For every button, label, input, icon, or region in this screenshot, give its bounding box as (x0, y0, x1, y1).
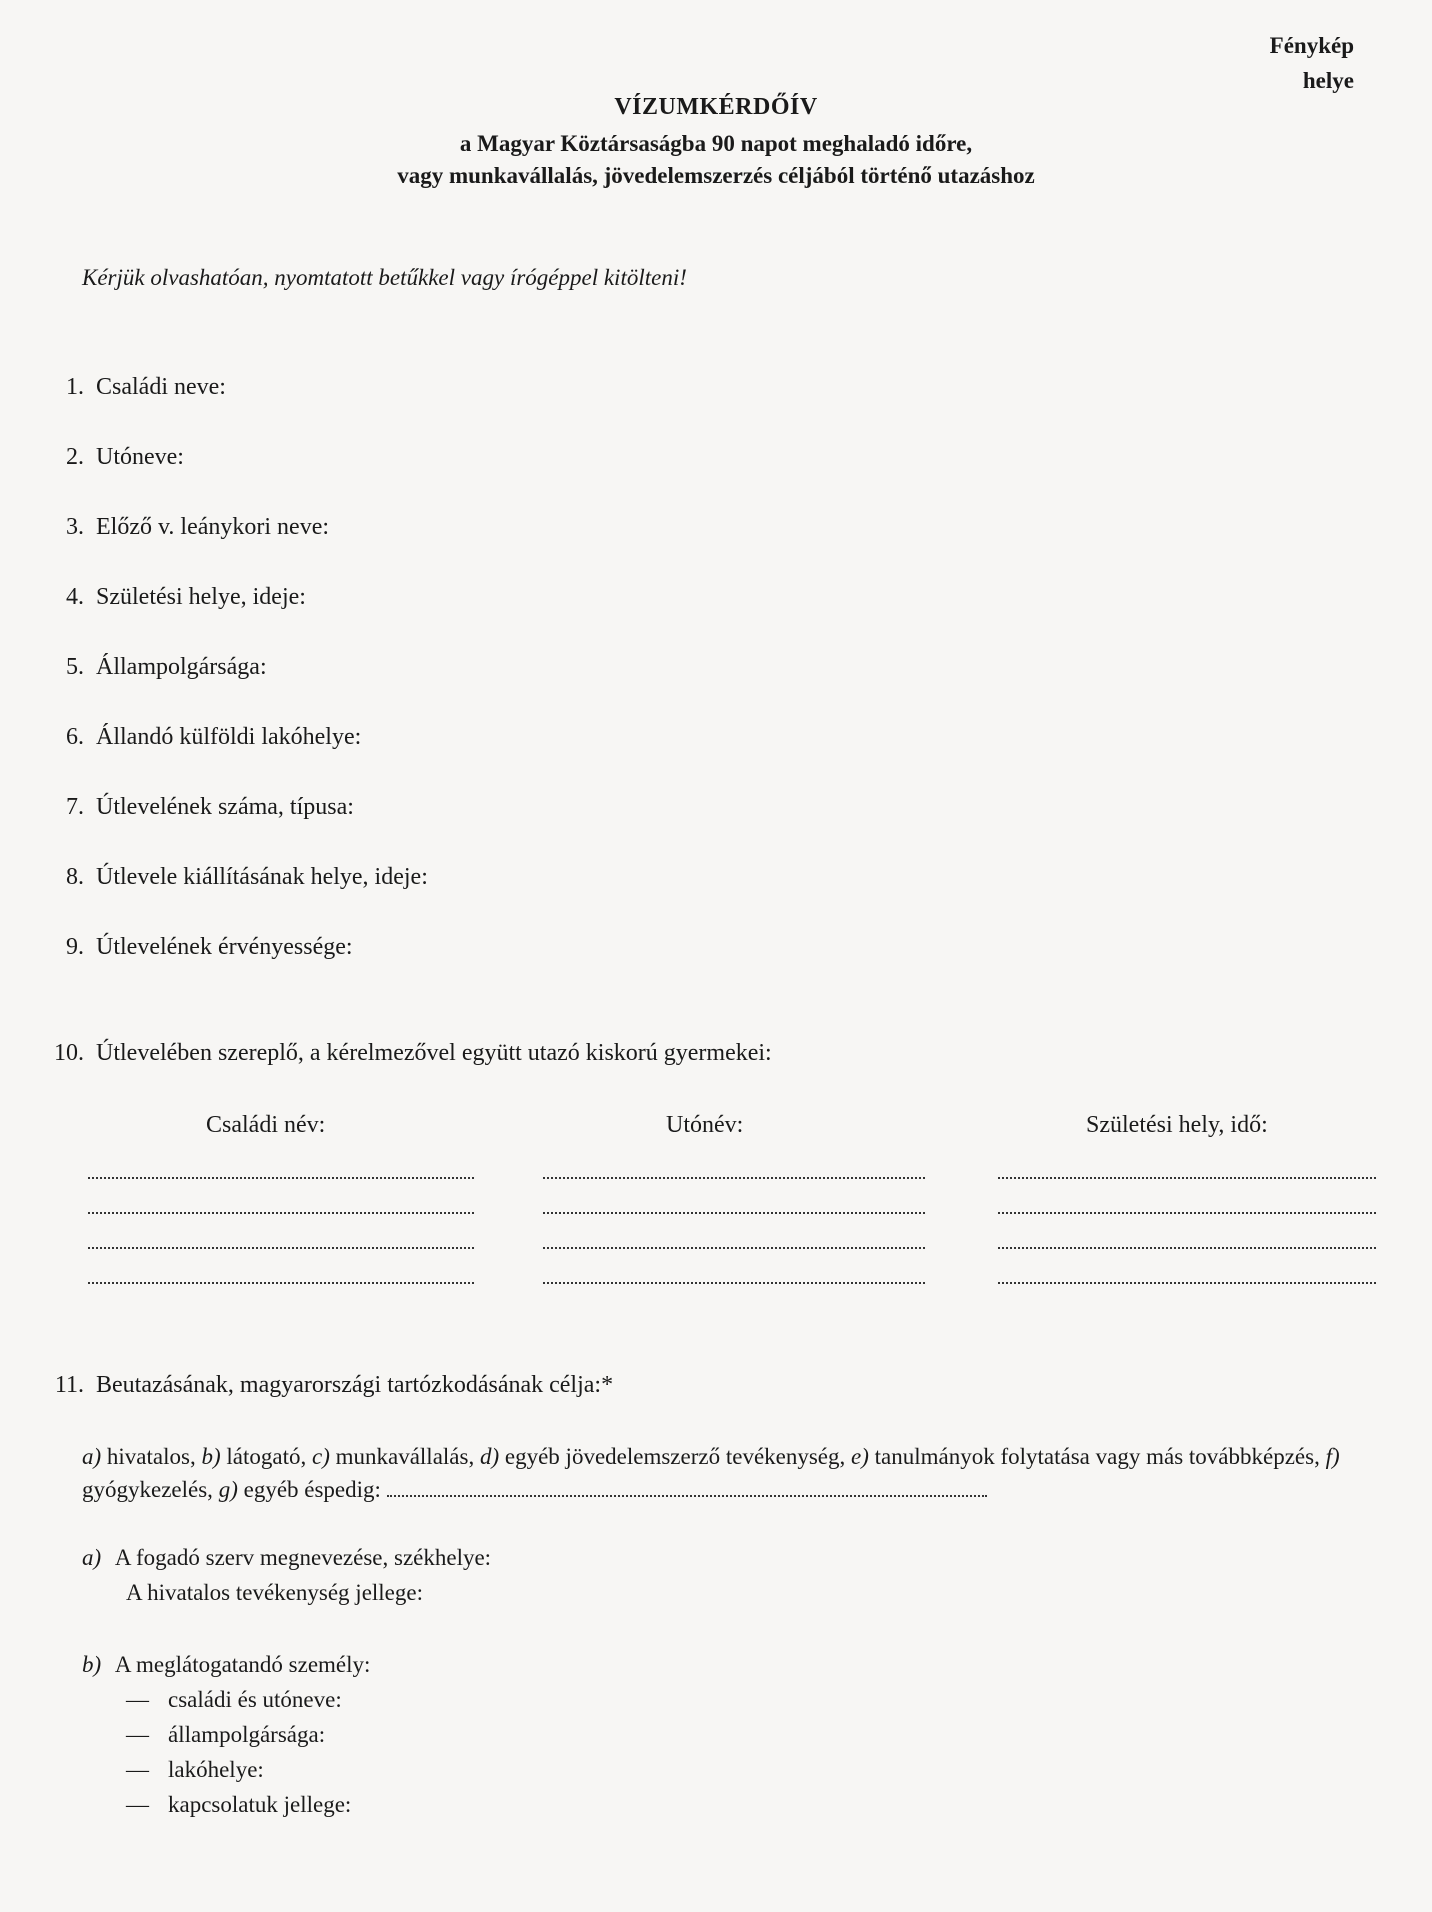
question-label: Útlevelében szereplő, a kérelmezővel együtt utazó kiskorú gyermekei: (96, 1040, 772, 1066)
other-purpose-field[interactable] (387, 1494, 987, 1497)
question-11 (48, 1372, 613, 1399)
photo-label-line1: Fénykép (1269, 33, 1354, 58)
question-number: 2. (66, 444, 84, 470)
question-9[interactable] (48, 934, 353, 961)
option-text-f[interactable]: gyógykezelés, (82, 1477, 219, 1502)
child-family-name-field[interactable] (88, 1247, 474, 1249)
purpose-options (82, 1440, 1382, 1506)
option-text-e[interactable]: tanulmányok folytatása vagy más továbbképzés, (868, 1444, 1326, 1469)
host-organization-label[interactable]: A fogadó szerv megnevezése, székhelye: (114, 1545, 492, 1570)
question-label: Születési helye, ideje: (96, 584, 306, 610)
option-key-a: a) (82, 1444, 102, 1469)
option-text-c[interactable]: munkavállalás, (329, 1444, 480, 1469)
option-text-g[interactable]: egyéb éspedig: (237, 1477, 381, 1502)
option-key-g: g) (218, 1477, 238, 1502)
question-10 (48, 1040, 772, 1067)
photo-placeholder (1270, 28, 1354, 98)
question-label: Családi neve: (96, 374, 226, 400)
question-number: 1. (66, 374, 84, 400)
option-key-d: d) (479, 1444, 500, 1469)
child-birth-field[interactable] (998, 1177, 1376, 1179)
official-activity-label[interactable]: A hivatalos tevékenység jellege: (126, 1580, 423, 1605)
question-label: Útlevele kiállításának helye, ideje: (96, 864, 428, 890)
question-3[interactable] (48, 514, 329, 541)
column-header-family-name: Családi név: (206, 1112, 326, 1138)
option-key-f: f) (1325, 1444, 1340, 1469)
child-given-name-field[interactable] (543, 1212, 925, 1214)
question-label: Állampolgársága: (96, 654, 267, 680)
visited-person-residence[interactable] (126, 1757, 264, 1783)
question-number: 10. (54, 1040, 84, 1066)
question-number: 3. (66, 514, 84, 540)
form-subtitle-2: vagy munkavállalás, jövedelemszerzés céljából történő utazáshoz (397, 163, 1035, 188)
question-number: 4. (66, 584, 84, 610)
question-number: 6. (66, 724, 84, 750)
item-label: kapcsolatuk jellege: (168, 1792, 352, 1817)
section-a (82, 1545, 491, 1571)
fill-instruction: Kérjük olvashatóan, nyomtatott betűkkel vagy írógéppel kitölteni! (82, 265, 687, 290)
question-number: 11. (54, 1372, 84, 1398)
question-label: Útlevelének érvényessége: (96, 934, 353, 960)
visited-person-citizenship[interactable] (126, 1722, 325, 1748)
question-1[interactable] (48, 374, 226, 401)
dash-bullet: — (126, 1792, 149, 1817)
dash-bullet: — (126, 1757, 149, 1782)
question-8[interactable] (48, 864, 428, 891)
relationship-nature[interactable] (126, 1792, 351, 1818)
option-key-b: b) (201, 1444, 221, 1469)
child-given-name-field[interactable] (543, 1247, 925, 1249)
question-number: 7. (66, 794, 84, 820)
child-family-name-field[interactable] (88, 1212, 474, 1214)
question-number: 8. (66, 864, 84, 890)
section-a-key: a) (82, 1545, 102, 1570)
question-number: 9. (66, 934, 84, 960)
dash-bullet: — (126, 1722, 149, 1747)
question-label: Előző v. leánykori neve: (96, 514, 330, 540)
photo-label-line2: helye (1302, 68, 1354, 93)
child-given-name-field[interactable] (543, 1177, 925, 1179)
item-label: állampolgársága: (168, 1722, 326, 1747)
column-header-given-name: Utónév: (666, 1112, 744, 1138)
section-b-key: b) (82, 1652, 102, 1677)
dash-bullet: — (126, 1687, 149, 1712)
question-7[interactable] (48, 794, 354, 821)
form-title: VÍZUMKÉRDŐÍV (614, 94, 818, 120)
option-text-b[interactable]: látogató, (220, 1444, 312, 1469)
question-label: Állandó külföldi lakóhelye: (96, 724, 362, 750)
visited-person-name[interactable] (126, 1687, 342, 1713)
option-text-a[interactable]: hivatalos, (101, 1444, 202, 1469)
question-6[interactable] (48, 724, 361, 751)
column-header-birth-place-date: Születési hely, idő: (1086, 1112, 1268, 1138)
child-birth-field[interactable] (998, 1212, 1376, 1214)
question-number: 5. (66, 654, 84, 680)
visited-person-label: A meglátogatandó személy: (114, 1652, 371, 1677)
child-birth-field[interactable] (998, 1247, 1376, 1249)
form-subtitle-1: a Magyar Köztársaságba 90 napot meghaladó időre, (459, 131, 973, 156)
item-label: lakóhelye: (168, 1757, 264, 1782)
question-4[interactable] (48, 584, 306, 611)
child-family-name-field[interactable] (88, 1282, 474, 1284)
option-key-c: c) (311, 1444, 330, 1469)
option-text-d[interactable]: egyéb jövedelemszerző tevékenység, (499, 1444, 852, 1469)
child-given-name-field[interactable] (543, 1282, 925, 1284)
child-family-name-field[interactable] (88, 1177, 474, 1179)
question-label: Útlevelének száma, típusa: (96, 794, 354, 820)
question-5[interactable] (48, 654, 267, 681)
section-b (82, 1652, 370, 1678)
item-label: családi és utóneve: (168, 1687, 342, 1712)
child-birth-field[interactable] (998, 1282, 1376, 1284)
question-2[interactable] (48, 444, 184, 471)
question-label: Utóneve: (96, 444, 184, 470)
option-key-e: e) (851, 1444, 869, 1469)
question-label: Beutazásának, magyarországi tartózkodásának célja:* (96, 1372, 614, 1398)
